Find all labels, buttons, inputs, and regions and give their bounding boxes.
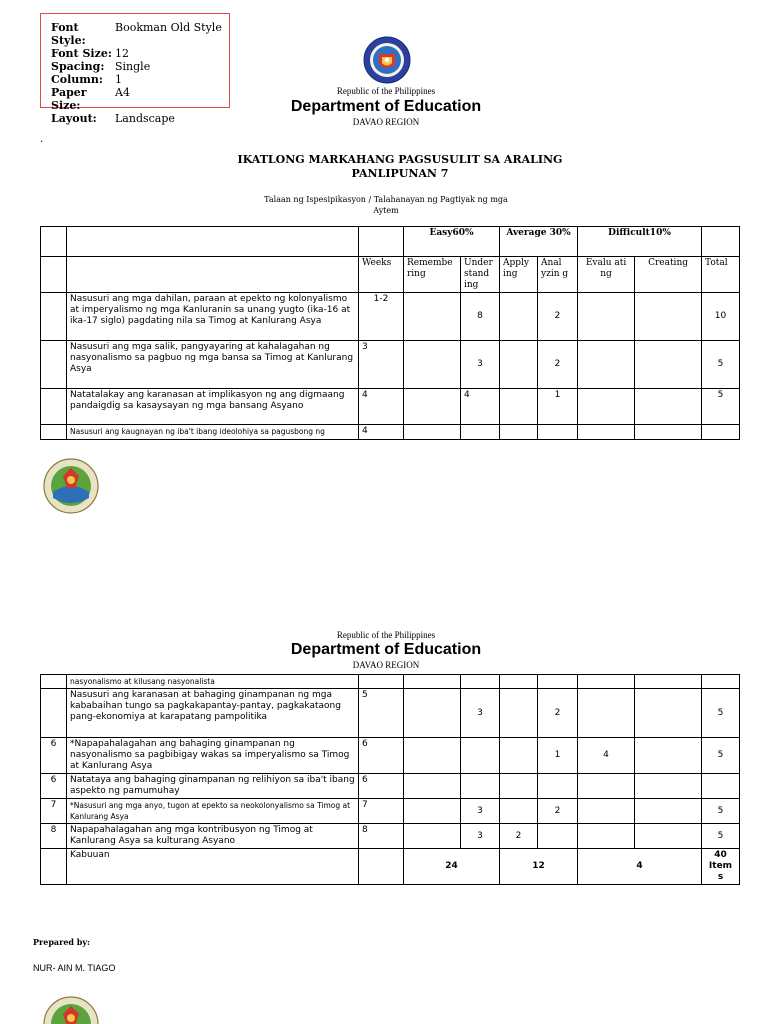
applying-cell [500,675,538,689]
analyzing-cell: 2 [538,689,578,738]
exam-title-line2: PANLIPUNAN 7 [351,167,449,180]
analyzing-cell [538,675,578,689]
remembering-cell [404,341,461,389]
weeks-cell: 6 [359,738,404,774]
header-cell [41,257,67,293]
format-label: Spacing: [51,60,105,73]
format-row [51,73,229,86]
applying-cell [500,738,538,774]
exam-subtitle-line2: Aytem [373,206,399,215]
remembering-cell [404,389,461,425]
exam-title-line1: IKATLONG MARKAHANG PAGSUSULIT SA ARALING [237,153,563,166]
understanding-cell: 3 [461,824,500,849]
applying-cell [500,341,538,389]
evaluating-header: Evalu ati ng [578,257,635,293]
analyzing-cell: 1 [538,738,578,774]
evaluating-cell [578,675,635,689]
weeks-cell: 6 [359,774,404,799]
weeks-cell: 1-2 [359,293,404,341]
department-heading: Department of Education [290,641,482,658]
row-number [41,689,67,738]
department-heading: Department of Education [290,98,482,115]
analyzing-cell: 2 [538,799,578,824]
analyzing-cell: 2 [538,341,578,389]
competency-cell: Natataya ang bahaging ginampanan ng relihiyon sa iba't ibang aspekto ng pamumuhay [67,774,359,799]
weeks-cell [359,675,404,689]
row-number [41,425,67,440]
weeks-cell: 8 [359,824,404,849]
region-heading: DAVAO REGION [352,660,420,670]
format-value: Bookman Old Style [115,21,222,34]
format-info-box [40,13,230,125]
weeks-cell: 5 [359,689,404,738]
row-number: 6 [41,774,67,799]
applying-cell [500,425,538,440]
evaluating-cell [578,425,635,440]
header-cell [67,257,359,293]
deped-seal-icon [363,36,411,84]
row-number [41,293,67,341]
republic-heading: Republic of the Philippines [336,630,436,640]
average-header: Average 30% [500,227,578,257]
republic-heading: Republic of the Philippines [336,86,436,96]
table-row [41,824,740,849]
table-row [41,389,740,425]
header-cell [41,227,67,257]
creating-cell [635,389,702,425]
applying-cell: 2 [500,824,538,849]
difficult-header: Difficult10% [578,227,702,257]
evaluating-cell [578,689,635,738]
format-label: Layout: [51,112,97,125]
tos-table-page2 [40,674,740,885]
understanding-cell: 3 [461,341,500,389]
weeks-cell: 3 [359,341,404,389]
difficult-total: 4 [578,849,702,885]
remembering-cell [404,425,461,440]
easy-header: Easy60% [404,227,500,257]
header-cell [67,227,359,257]
remembering-cell [404,738,461,774]
creating-header: Creating [635,257,702,293]
competency-cell: Napapahalagahan ang mga kontribusyon ng Timog at Kanlurang Asya sa kulturang Asyano [67,824,359,849]
remembering-cell [404,799,461,824]
remembering-cell [404,774,461,799]
easy-total: 24 [404,849,500,885]
understanding-cell: 4 [461,389,500,425]
creating-cell [635,689,702,738]
applying-cell [500,799,538,824]
creating-cell [635,799,702,824]
evaluating-cell [578,293,635,341]
creating-cell [635,738,702,774]
table-row [41,425,740,440]
competency-cell: Nasusuri ang kaugnayan ng iba't ibang ideolohiya sa pagusbong ng [67,425,359,440]
table-row [41,799,740,824]
table-row [41,341,740,389]
format-label: Font Style: [51,21,86,47]
format-value: 1 [115,73,122,86]
understanding-cell [461,774,500,799]
total-cell: 10 [702,293,740,341]
format-label: Font Size: [51,47,112,60]
competency-cell: Nasusuri ang karanasan at bahaging ginampanan ng mga kababaihan tungo sa pagkakapantay-pantay, pagkakataong pang-ekonomiya at karapatang pampolitika [67,689,359,738]
remembering-cell [404,293,461,341]
remembering-header: Remembe ring [404,257,461,293]
remembering-cell [404,689,461,738]
weeks-cell: 4 [359,389,404,425]
weeks-cell [359,849,404,885]
format-label: Paper Size: [51,86,87,112]
total-cell: 5 [702,389,740,425]
format-row [51,86,229,112]
weeks-cell: 7 [359,799,404,824]
analyzing-cell: 2 [538,293,578,341]
evaluating-cell [578,389,635,425]
creating-cell [635,824,702,849]
format-value: 12 [115,47,129,60]
table-row [41,293,740,341]
header-cell [359,227,404,257]
region-heading: DAVAO REGION [352,117,420,127]
table-row [41,738,740,774]
exam-subtitle-line1: Talaan ng Ispesipikasyon / Talahanayan ng Pagtiyak ng mga [264,195,508,204]
format-value: A4 [115,86,130,99]
division-logo-icon [43,996,99,1024]
total-cell: 5 [702,689,740,738]
evaluating-cell [578,341,635,389]
total-cell [702,774,740,799]
competency-cell: *Napapahalagahan ang bahaging ginampanan ng nasyonalismo sa pagbibigay wakas sa imperyalismo sa Timog at Kanlurang Asya [67,738,359,774]
header-cell [702,227,740,257]
table-row [41,675,740,689]
weeks-header: Weeks [359,257,404,293]
competency-cell: Nasusuri ang mga salik, pangyayaring at kahalagahan ng nasyonalismo sa pagbuo ng mga bansa sa Timog at Kanlurang Asya [67,341,359,389]
table-row [41,689,740,738]
understanding-cell: 8 [461,293,500,341]
format-value: Landscape [115,112,175,125]
row-number: 8 [41,824,67,849]
evaluating-cell [578,824,635,849]
applying-header: Apply ing [500,257,538,293]
analyzing-cell [538,425,578,440]
applying-cell [500,389,538,425]
weeks-cell: 4 [359,425,404,440]
evaluating-cell [578,774,635,799]
analyzing-header: Anal yzin g [538,257,578,293]
competency-cell: Nasusuri ang mga dahilan, paraan at epekto ng kolonyalismo at imperyalismo ng mga Kanluranin sa unang yugto (ika-16 at ika-17 siglo) pagdating nila sa Timog at Kanlurang Asya [67,293,359,341]
applying-cell [500,689,538,738]
understanding-cell [461,738,500,774]
total-cell: 5 [702,341,740,389]
understanding-cell: 3 [461,799,500,824]
creating-cell [635,675,702,689]
evaluating-cell: 4 [578,738,635,774]
analyzing-cell: 1 [538,389,578,425]
understanding-header: Under stand ing [461,257,500,293]
tos-table-page1 [40,226,740,440]
understanding-cell [461,425,500,440]
row-number [41,389,67,425]
average-total: 12 [500,849,578,885]
row-number: 7 [41,799,67,824]
kabuuan-label: Kabuuan [67,849,359,885]
understanding-cell [461,675,500,689]
analyzing-cell [538,824,578,849]
format-row [51,21,229,47]
total-header: Total [702,257,740,293]
creating-cell [635,774,702,799]
format-row [51,112,229,125]
remembering-cell [404,675,461,689]
table-row [41,774,740,799]
applying-cell [500,293,538,341]
competency-cell: *Nasusuri ang mga anyo, tugon at epekto sa neokolonyalismo sa Timog at Kanlurang Asya [67,799,359,824]
competency-cell: Natatalakay ang karanasan at implikasyon ng ang digmaang pandaigdig sa kasaysayan ng mga bansang Asyano [67,389,359,425]
remembering-cell [404,824,461,849]
competency-cell: nasyonalismo at kilusang nasyonalista [67,675,359,689]
format-row [51,47,229,60]
understanding-cell: 3 [461,689,500,738]
kabuuan-row [41,849,740,885]
grand-total: 40 Item s [702,849,740,885]
total-cell: 5 [702,799,740,824]
total-cell: 5 [702,824,740,849]
total-cell [702,675,740,689]
creating-cell [635,341,702,389]
row-number [41,341,67,389]
header-row-difficulty [41,227,740,257]
format-row [51,60,229,73]
analyzing-cell [538,774,578,799]
format-value: Single [115,60,151,73]
format-label: Column: [51,73,103,86]
creating-cell [635,425,702,440]
applying-cell [500,774,538,799]
total-cell [702,425,740,440]
creating-cell [635,293,702,341]
row-number [41,675,67,689]
total-cell: 5 [702,738,740,774]
prepared-by-label: Prepared by: [33,937,90,947]
stray-dot: . [40,134,44,145]
evaluating-cell [578,799,635,824]
row-number [41,849,67,885]
division-logo-icon [43,458,99,514]
row-number: 6 [41,738,67,774]
header-row-levels [41,257,740,293]
preparer-name: NUR- AIN M. TIAGO [33,963,116,973]
